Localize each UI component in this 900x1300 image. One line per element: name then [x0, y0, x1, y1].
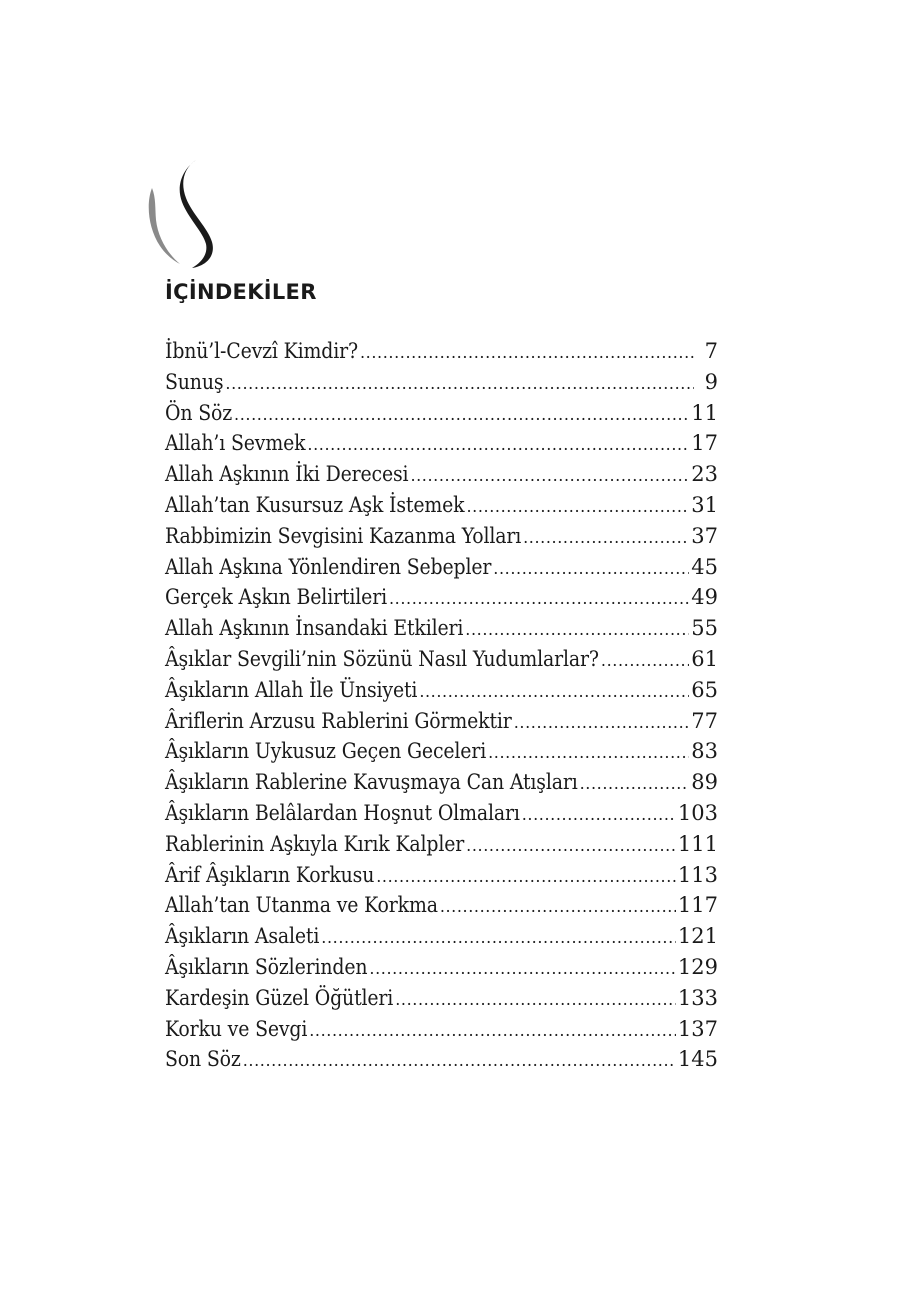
toc-entry [165, 613, 718, 644]
toc-dot-leader [488, 738, 689, 769]
toc-entry-title: Âşıkların Allah İle Ünsiyeti [165, 677, 418, 702]
toc-entry-page-number: 11 [691, 400, 718, 425]
toc-entry-title: Rablerinin Aşkıyla Kırık Kalpler [165, 831, 465, 856]
toc-entry-title: İbnü’l-Cevzî Kimdir? [165, 339, 358, 363]
toc-entry-page-number: 145 [677, 1047, 718, 1072]
toc-entry-title: Âşıkların Uykusuz Geçen Geceleri [165, 739, 487, 764]
toc-dot-leader [580, 769, 690, 800]
toc-dot-leader [601, 646, 689, 677]
toc-entry-page-number: 55 [691, 616, 718, 641]
toc-dot-leader [466, 492, 689, 523]
toc-entry-title: Allah’tan Kusursuz Aşk İstemek [165, 492, 465, 517]
toc-entry [165, 921, 718, 952]
toc-entry-title: Sunuş [165, 369, 224, 394]
toc-entry-page-number: 111 [677, 831, 718, 856]
toc-entry [165, 644, 718, 675]
toc-entry-title: Allah Aşkının İnsandaki Etkileri [165, 616, 464, 641]
toc-dot-leader [369, 954, 676, 985]
toc-entry-title: Âriflerin Arzusu Rablerini Görmektir [165, 708, 512, 733]
toc-entry [165, 798, 718, 829]
toc-entry-title: Korku ve Sevgi [165, 1016, 308, 1041]
toc-dot-leader [307, 430, 689, 461]
toc-entry [165, 582, 718, 613]
toc-entry [165, 428, 718, 459]
toc-entry [165, 398, 718, 429]
page-title: İÇİNDEKİLER [165, 280, 317, 304]
toc-dot-leader [466, 831, 676, 862]
toc-entry-page-number: 83 [691, 739, 718, 764]
toc-entry-title: Ön Söz [165, 400, 233, 425]
toc-entry-title: Âşıkların Asaleti [165, 924, 320, 949]
toc-entry-title: Kardeşin Güzel Öğütleri [165, 985, 394, 1010]
toc-entry-page-number: 23 [691, 462, 718, 487]
toc-entry [165, 860, 718, 891]
toc-entry [165, 521, 718, 552]
toc-dot-leader [225, 369, 694, 400]
toc-entry [165, 1014, 718, 1045]
toc-entry-title: Âşıkların Rablerine Kavuşmaya Can Atışları [165, 770, 578, 795]
toc-entry-title: Ârif Âşıkların Korkusu [165, 862, 375, 887]
toc-dot-leader [523, 523, 689, 554]
toc-entry-title: Âşıkların Sözlerinden [165, 954, 368, 979]
toc-entry-title: Allah’ı Sevmek [165, 431, 306, 456]
toc-entry-page-number: 113 [677, 862, 718, 887]
calligraphic-waw-ornament-icon [140, 158, 230, 270]
toc-entry-title: Gerçek Aşkın Belirtileri [165, 585, 387, 610]
toc-dot-leader [514, 708, 690, 739]
toc-entry [165, 336, 718, 367]
toc-entry [165, 459, 718, 490]
toc-dot-leader [419, 677, 689, 708]
toc-entry [165, 706, 718, 737]
toc-dot-leader [243, 1046, 676, 1077]
toc-entry-page-number: 31 [691, 492, 718, 517]
toc-entry-title: Allah Aşkına Yönlendiren Sebepler [165, 554, 492, 579]
toc-entry [165, 952, 718, 983]
toc-dot-leader [440, 892, 676, 923]
toc-dot-leader [493, 554, 689, 585]
toc-dot-leader [360, 338, 694, 369]
toc-entry-page-number: 89 [691, 770, 718, 795]
toc-entry [165, 552, 718, 583]
toc-entry [165, 675, 718, 706]
toc-entry [165, 736, 718, 767]
toc-entry-title: Rabbimizin Sevgisini Kazanma Yolları [165, 523, 522, 548]
toc-dot-leader [522, 800, 676, 831]
toc-entry-page-number: 37 [691, 523, 718, 548]
toc-entry-page-number: 9 [704, 369, 718, 394]
toc-entry-page-number: 133 [677, 985, 718, 1010]
toc-entry-title: Âşıklar Sevgili’nin Sözünü Nasıl Yudumlarlar? [165, 646, 599, 671]
toc-entry-page-number: 117 [677, 893, 718, 918]
toc-entry-title: Allah Aşkının İki Derecesi [165, 462, 409, 487]
toc-entry-page-number: 61 [691, 646, 718, 671]
toc-entry-page-number: 45 [691, 554, 718, 579]
toc-entry-page-number: 7 [704, 339, 718, 363]
toc-dot-leader [321, 923, 676, 954]
toc-entry-page-number: 65 [691, 677, 718, 702]
toc-entry [165, 829, 718, 860]
toc-dot-leader [309, 1016, 676, 1047]
toc-entry-page-number: 49 [691, 585, 718, 610]
toc-dot-leader [465, 615, 689, 646]
toc-dot-leader [376, 862, 676, 893]
toc-entry-title: Allah’tan Utanma ve Korkma [165, 893, 438, 918]
toc-dot-leader [389, 584, 689, 615]
toc-dot-leader [395, 985, 676, 1016]
toc-entry [165, 367, 718, 398]
toc-entry [165, 767, 718, 798]
toc-entry [165, 490, 718, 521]
toc-dot-leader [410, 461, 689, 492]
toc-entry [165, 1044, 718, 1075]
toc-entry-page-number: 137 [677, 1016, 718, 1041]
table-of-contents [165, 336, 718, 1075]
toc-entry-page-number: 129 [677, 954, 718, 979]
toc-entry [165, 890, 718, 921]
toc-entry-page-number: 103 [677, 800, 718, 825]
toc-entry-page-number: 77 [691, 708, 718, 733]
toc-entry-title: Âşıkların Belâlardan Hoşnut Olmaları [165, 800, 520, 825]
toc-dot-leader [234, 400, 689, 431]
toc-entry-title: Son Söz [165, 1047, 241, 1072]
toc-entry-page-number: 17 [691, 431, 718, 456]
toc-entry [165, 983, 718, 1014]
toc-entry-page-number: 121 [677, 924, 718, 949]
